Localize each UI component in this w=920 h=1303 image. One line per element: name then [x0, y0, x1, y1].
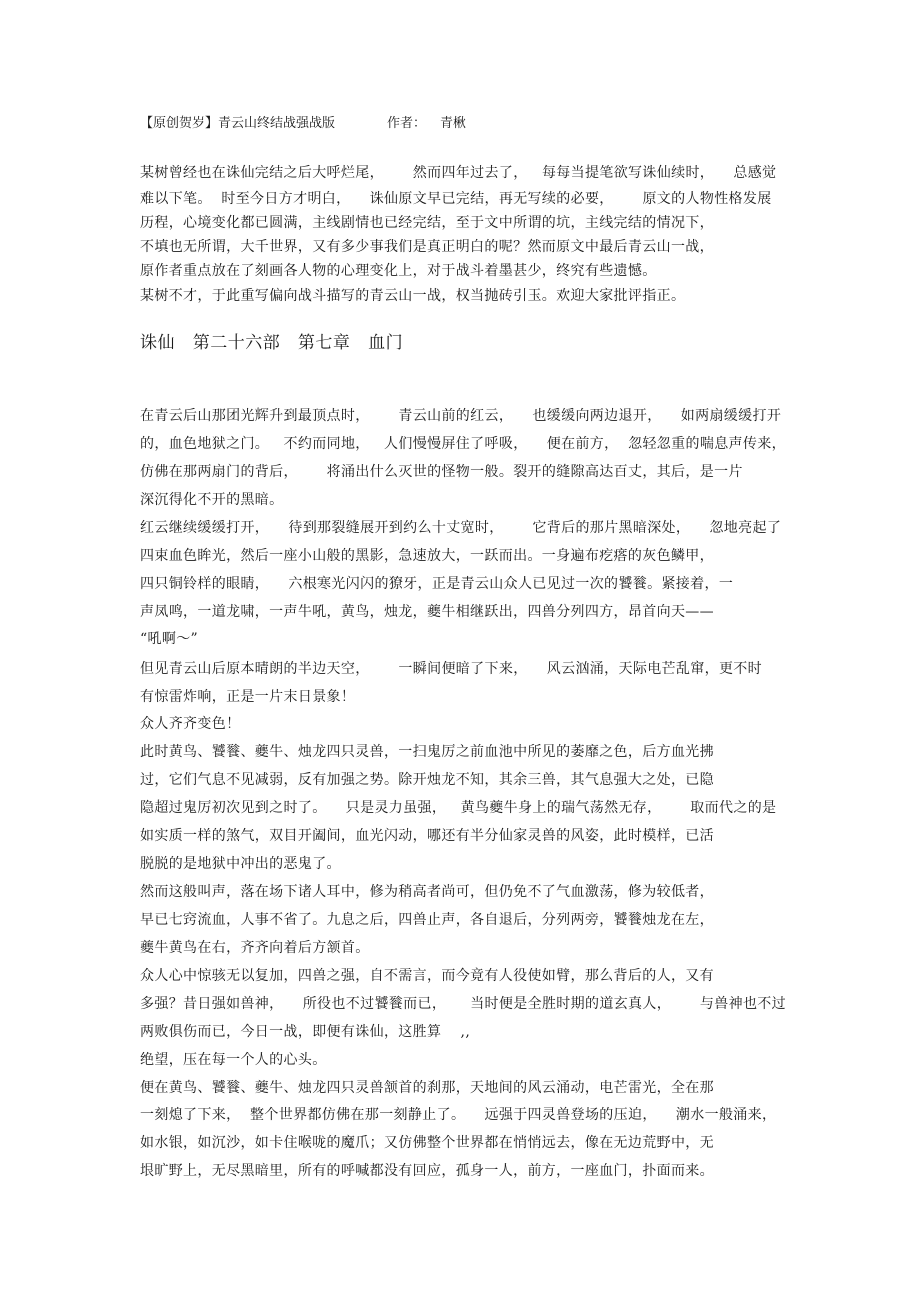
body-line: 然而这般叫声，落在场下诸人耳中，修为稍高者尚可，但仍免不了气血激荡，修为较低者，: [140, 884, 714, 900]
body-line: 多强？昔日强如兽神， 所役也不过饕餮而已， 当时便是全胜时期的道玄真人， 与兽神也不过: [140, 996, 786, 1012]
intro-line: 某树不才，于此重写偏向战斗描写的青云山一战，权当抛砖引玉。欢迎大家批评指正。: [140, 288, 686, 304]
body-line: 脱脱的是地狱中冲出的恶鬼了。: [140, 856, 341, 872]
body-line: “吼啊～”: [140, 631, 199, 647]
body-line: 垠旷野上，无尽黑暗里，所有的呼喊都没有回应，孤身一人，前方，一座血门，扑面而来。: [140, 1163, 714, 1179]
body-line: 的，血色地狱之门。 不约而同地， 人们慢慢屏住了呼吸， 便在前方， 忽轻忽重的喘息声传来，: [140, 436, 786, 452]
body-line: 此时黄鸟、饕餮、夔牛、烛龙四只灵兽，一扫鬼厉之前血池中所见的萎靡之色，后方血光拂: [140, 744, 714, 760]
body-line: 但见青云山后原本晴朗的半边天空， 一瞬间便暗了下来， 风云汹涌，天际电芒乱窜，更不时: [140, 661, 762, 677]
document-header: [140, 114, 466, 134]
body-line: 隐超过鬼厉初次见到之时了。 只是灵力虽强， 黄鸟夔牛身上的瑞气荡然无存， 取而代之的是: [140, 800, 777, 816]
body-line: 两败俱伤而已，今日一战，即便有诛仙，这胜算 ,,: [140, 1024, 471, 1040]
body-line: 过，它们气息不见减弱，反有加强之势。除开烛龙不知，其余三兽，其气息强大之处，已隐: [140, 772, 714, 788]
body-line: 声凤鸣，一道龙啸，一声牛吼，黄鸟，烛龙，夔牛相继跃出，四兽分列四方，昂首向天——: [140, 604, 714, 620]
intro-line: 不填也无所谓，大千世界，又有多少事我们是真正明白的呢？然而原文中最后青云山一战，: [140, 239, 714, 255]
body-line: 便在黄鸟、饕餮、夔牛、烛龙四只灵兽颔首的刹那，天地间的风云涌动，电芒雷光，全在那: [140, 1080, 714, 1096]
body-line: 在青云后山那团光辉升到最顶点时， 青云山前的红云， 也缓缓向两边退开， 如两扇缓缓打开: [140, 408, 782, 424]
intro-line: 历程，心境变化都已圆满，主线剧情也已经完结，至于文中所谓的坑，主线完结的情况下，: [140, 215, 714, 231]
intro-line: 某树曾经也在诛仙完结之后大呼烂尾， 然而四年过去了， 每每当提笔欲写诛仙续时， 总感觉: [140, 165, 777, 181]
body-line: 早已七窍流血，人事不省了。九息之后，四兽止声，各自退后，分列两旁，饕餮烛龙在左，: [140, 912, 714, 928]
body-line: 众人心中惊骇无以复加，四兽之强，自不需言，而今竟有人役使如臂，那么背后的人，又有: [140, 968, 714, 984]
intro-line: 原作者重点放在了刻画各人物的心理变化上，对于战斗着墨甚少，终究有些遗憾。: [140, 263, 657, 279]
body-line: 四束血色眸光，然后一座小山般的黑影，急速放大，一跃而出。一身遍布疙瘩的灰色鳞甲，: [140, 548, 714, 564]
body-line: 绝望，压在每一个人的心头。: [140, 1052, 327, 1068]
body-line: 众人齐齐变色！: [140, 716, 241, 732]
body-line: 一刻熄了下来， 整个世界都仿佛在那一刻静止了。 远强于四灵兽登场的压迫， 潮水一般涌来，: [140, 1107, 777, 1123]
body-line: 夔牛黄鸟在右，齐齐向着后方颔首。: [140, 940, 370, 956]
document-title: 【原创贺岁】青云山终结战强战版: [140, 116, 336, 131]
intro-line: 难以下笔。 时至今日方才明白， 诛仙原文早已完结，再无写续的必要， 原文的人物性格发展: [140, 191, 772, 207]
author-label: 作者：: [387, 116, 427, 131]
author-name: 青楸: [440, 116, 467, 131]
chapter-title: 诛仙 第二十六部 第七章 血门: [140, 333, 404, 353]
body-line: 如水银，如沉沙，如卡住喉咙的魔爪；又仿佛整个世界都在悄悄远去，像在无边荒野中，无: [140, 1135, 714, 1151]
body-line: 如实质一样的煞气，双目开阖间，血光闪动，哪还有半分仙家灵兽的风姿，此时模样，已活: [140, 828, 714, 844]
body-line: 深沉得化不开的黑暗。: [140, 492, 284, 508]
body-line: 四只铜铃样的眼睛， 六根寒光闪闪的獠牙，正是青云山众人已见过一次的饕餮。紧接着，一: [140, 576, 734, 592]
body-line: 有惊雷炸响，正是一片末日景象！: [140, 689, 356, 705]
body-line: 仿佛在那两扇门的背后， 将涌出什么灭世的怪物一般。裂开的缝隙高达百丈，其后，是一片: [140, 464, 743, 480]
body-line: 红云继续缓缓打开， 待到那裂缝展开到约么十丈宽时， 它背后的那片黑暗深处， 忽地亮起了: [140, 520, 782, 536]
